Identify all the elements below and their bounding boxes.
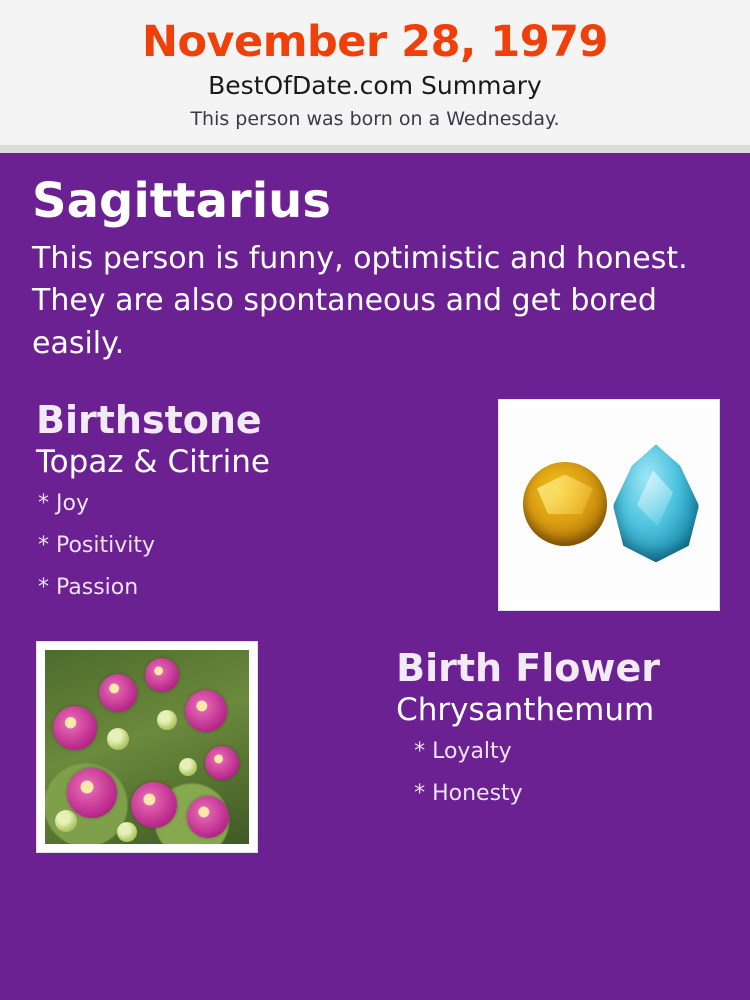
site-subtitle: BestOfDate.com Summary <box>208 71 542 101</box>
flower-bud-icon <box>55 810 77 832</box>
flower-icon <box>145 658 179 692</box>
flower-icon <box>131 782 177 828</box>
birth-flower-title: Birth Flower <box>396 646 660 691</box>
citrine-gem-icon <box>523 462 607 546</box>
birthstone-trait: * Joy <box>38 491 89 517</box>
birthstone-trait: * Passion <box>38 575 139 601</box>
flower-bud-icon <box>157 710 177 730</box>
zodiac-sign-title: Sagittarius <box>32 172 331 229</box>
birth-flower-image-inner <box>45 650 249 844</box>
card-header <box>0 0 750 145</box>
flower-icon <box>99 674 137 712</box>
topaz-gem-icon <box>613 444 699 562</box>
birthstone-image-inner <box>507 408 711 602</box>
flower-icon <box>185 690 227 732</box>
page-title: November 28, 1979 <box>142 17 608 67</box>
birthstone-title: Birthstone <box>36 398 262 443</box>
birth-day-note: This person was born on a Wednesday. <box>190 107 560 130</box>
header-divider <box>0 145 750 153</box>
zodiac-description: This person is funny, optimistic and honest. They are also spontaneous and get bored easily. <box>32 240 688 361</box>
birthstone-text <box>30 399 270 619</box>
birthstone-image <box>498 399 720 611</box>
flower-icon <box>187 796 229 838</box>
birth-flower-image <box>36 641 258 853</box>
birthstone-trait: * Positivity <box>38 533 156 559</box>
birth-flower-name: Chrysanthemum <box>396 691 655 728</box>
birth-flower-trait: * Loyalty <box>414 738 512 764</box>
birthstone-name: Topaz & Citrine <box>36 443 270 480</box>
flower-bud-icon <box>107 728 129 750</box>
birth-flower-text <box>396 641 720 825</box>
flower-icon <box>67 768 117 818</box>
birth-flower-section <box>30 641 720 853</box>
flower-bud-icon <box>179 758 197 776</box>
birth-flower-trait: * Honesty <box>414 780 523 806</box>
flower-icon <box>205 746 239 780</box>
flower-icon <box>53 706 97 750</box>
birthstone-section <box>30 399 720 619</box>
card-body <box>0 153 750 972</box>
footer-strip <box>0 972 750 1000</box>
flower-bud-icon <box>117 822 137 842</box>
